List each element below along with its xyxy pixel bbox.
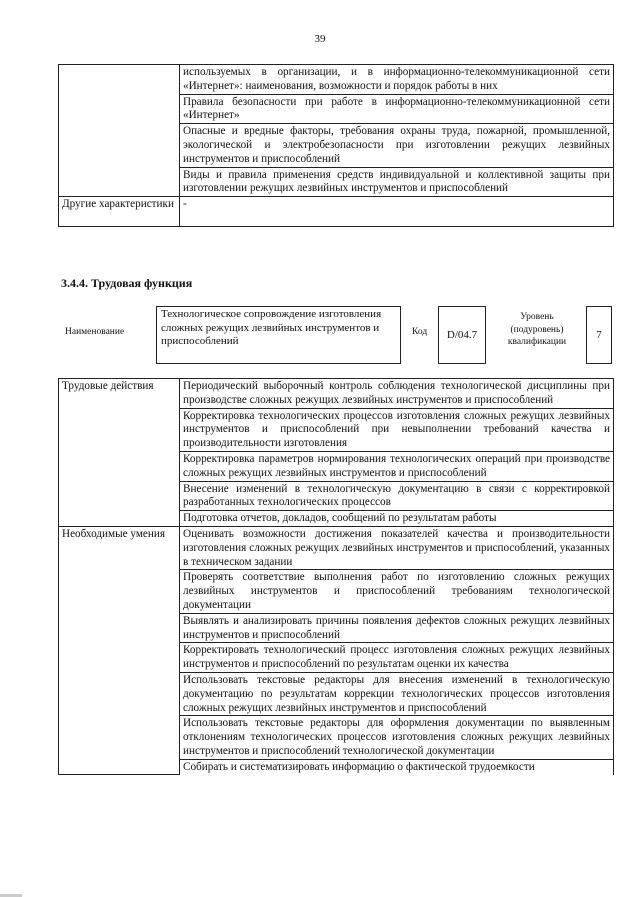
qualification-level-box: 7 xyxy=(586,306,612,364)
section-title: 3.4.4. Трудовая функция xyxy=(61,276,193,290)
labor-action-cell: Подготовка отчетов, докладов, сообщений по результатам работы xyxy=(180,511,614,527)
labor-action-cell: Корректировка технологических процессов изготовления сложных режущих лезвийных инструментов и приспособлений при невыполнении требований качества и производительности изготовления xyxy=(180,408,614,451)
name-label: Наименование xyxy=(65,327,125,337)
labor-action-cell: Периодический выборочный контроль соблюдения технологической дисциплины при производстве сложных режущих лезвийных инструментов и приспособлений xyxy=(180,379,614,409)
function-name-box: Технологическое сопровождение изготовления сложных режущих лезвийных инструментов и приспособлений xyxy=(156,306,401,364)
skill-cell: Собирать и систематизировать информацию о фактической трудоемкости xyxy=(180,759,614,774)
code-label: Код xyxy=(412,327,428,337)
knowledge-cell: используемых в организации, и в информационно-телекоммуникационной сети «Интернет»: наименования, возможности и порядок работы в них xyxy=(180,65,614,95)
row-label xyxy=(59,65,180,197)
knowledge-table xyxy=(58,64,614,227)
other-characteristics-label: Другие характеристики xyxy=(59,197,180,227)
required-skills-label: Необходимые умения xyxy=(59,526,180,774)
skill-cell: Оценивать возможности достижения показателей качества и производительности изготовления сложных режущих лезвийных инструментов и приспособлений, указанных в техническом задании xyxy=(180,526,614,569)
skill-cell: Использовать текстовые редакторы для внесения изменений в технологическую документацию по результатам коррекции технологических процессов изготовления сложных режущих лезвийных инструментов и приспособлений xyxy=(180,672,614,715)
code-value-box: D/04.7 xyxy=(438,306,486,364)
table-row xyxy=(59,65,614,95)
qualification-level-label: Уровень (подуровень) квалификации xyxy=(507,312,567,347)
other-characteristics-value: - xyxy=(180,197,614,227)
labor-action-cell: Корректировка параметров нормирования технологических операций при производстве сложных режущих лезвийных инструментов и приспособлений xyxy=(180,451,614,481)
table-row xyxy=(59,379,614,409)
knowledge-cell: Опасные и вредные факторы, требования охраны труда, пожарной, промышленной, экологической и электробезопасности при изготовлении режущих лезвийных инструментов и приспособлений xyxy=(180,124,614,167)
knowledge-cell: Виды и правила применения средств индивидуальной и коллективной защиты при изготовлении режущих лезвийных инструментов и приспособлений xyxy=(180,167,614,197)
skill-cell: Корректировать технологический процесс изготовления сложных режущих лезвийных инструментов и приспособлений по результатам оценки их качества xyxy=(180,643,614,673)
skill-cell: Выявлять и анализировать причины появления дефектов сложных режущих лезвийных инструментов и приспособлений xyxy=(180,613,614,643)
knowledge-cell: Правила безопасности при работе в информационно-телекоммуникационной сети «Интернет» xyxy=(180,94,614,124)
skill-cell: Проверять соответствие выполнения работ по изготовлению сложных режущих лезвийных инструментов и приспособлений требованиям технологической документации xyxy=(180,570,614,613)
function-table xyxy=(58,378,614,775)
page-number: 39 xyxy=(314,33,326,45)
table-row xyxy=(59,526,614,569)
labor-action-cell: Внесение изменений в технологическую документацию в связи с корректировкой разработанных технологических процессов xyxy=(180,481,614,511)
table-row xyxy=(59,197,614,227)
skill-cell: Использовать текстовые редакторы для оформления документации по выявленным отклонениям технологических процессов изготовления сложных режущих лезвийных инструментов и приспособлений технологической документации xyxy=(180,716,614,759)
labor-actions-label: Трудовые действия xyxy=(59,379,180,527)
